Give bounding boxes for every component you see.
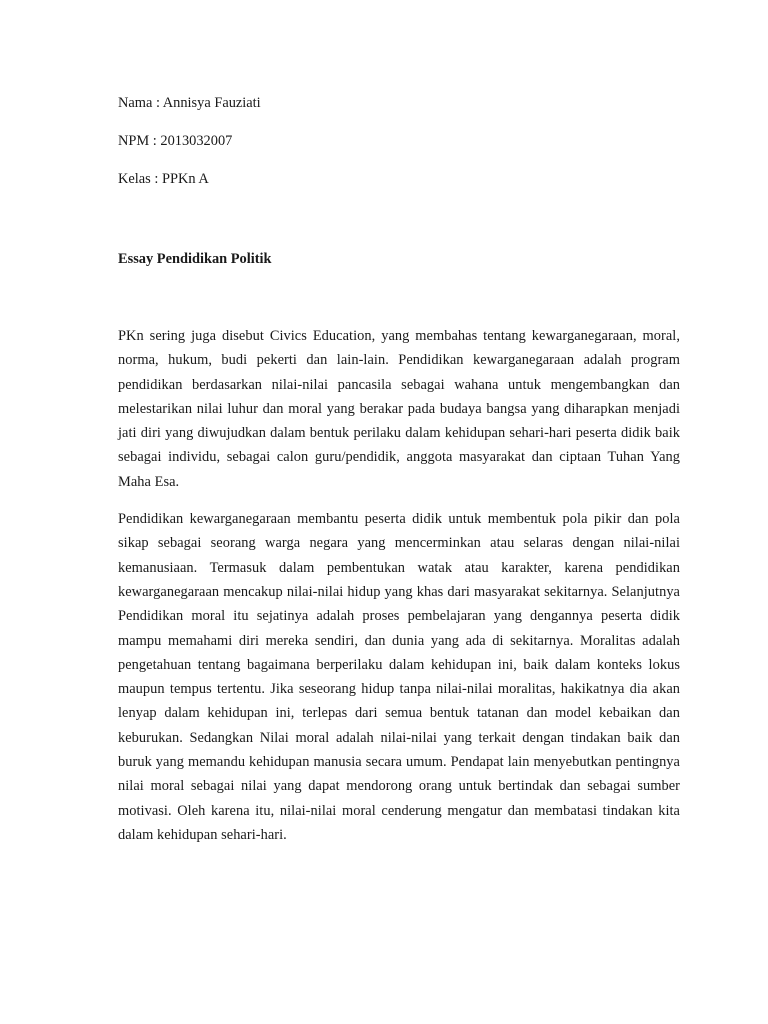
document-body xyxy=(118,93,680,847)
paragraph: Pendidikan kewarganegaraan membantu peserta didik untuk membentuk pola pikir dan pola sikap sebagai seorang warga negara yang mencerminkan atau selaras dengan nilai-nilai kemanusiaan. Termasuk dalam pembentukan watak atau karakter, karena pendidikan kewarganegaraan mencakup nilai-nilai hidup yang khas dari masyarakat sekitarnya. Selanjutnya Pendidikan moral itu sejatinya adalah proses pembelajaran yang dengannya peserta didik mampu memahami diri mereka sendiri, dan dunia yang ada di sekitarnya. Moralitas adalah pengetahuan tentang bagaimana berperilaku dalam kehidupan ini, baik dalam konteks lokus maupun tempus tertentu. Jika seseorang hidup tanpa nilai-nilai moralitas, hakikatnya dia akan lenyap dalam kehidupan ini, terlepas dari semua bentuk tatanan dan model kebaikan dan keburukan. Sedangkan Nilai moral adalah nilai-nilai yang terkait dengan tindakan baik dan buruk yang memandu kehidupan manusia secara umum. Pendapat lain menyebutkan pentingnya nilai moral sebagai nilai yang dapat mendorong orang untuk bertindak dan sebagai sumber motivasi. Oleh karena itu, nilai-nilai moral cenderung mengatur dan membatasi tindakan kita dalam kehidupan sehari-hari. xyxy=(118,511,680,843)
paragraph: PKn sering juga disebut Civics Education, yang membahas tentang kewarganegaraan, moral, norma, hukum, budi pekerti dan lain-lain. Pendidikan kewarganegaraan adalah program pendidikan berdasarkan nilai-nilai pancasila sebagai wahana untuk mengembangkan dan melestarikan nilai luhur dan moral yang berakar pada budaya bangsa yang diharapkan menjadi jati diri yang diwujudkan dalam bentuk perilaku dalam kehidupan sehari-hari peserta didik baik sebagai individu, sebagai calon guru/pendidik, anggota masyarakat dan ciptaan Tuhan Yang Maha Esa. xyxy=(118,328,680,490)
essay-paragraphs xyxy=(118,324,680,847)
student-npm: NPM : 2013032007 xyxy=(118,133,233,149)
student-class: Kelas : PPKn A xyxy=(118,171,209,187)
essay-title: Essay Pendidikan Politik xyxy=(118,251,272,267)
student-name: Nama : Annisya Fauziati xyxy=(118,95,261,111)
